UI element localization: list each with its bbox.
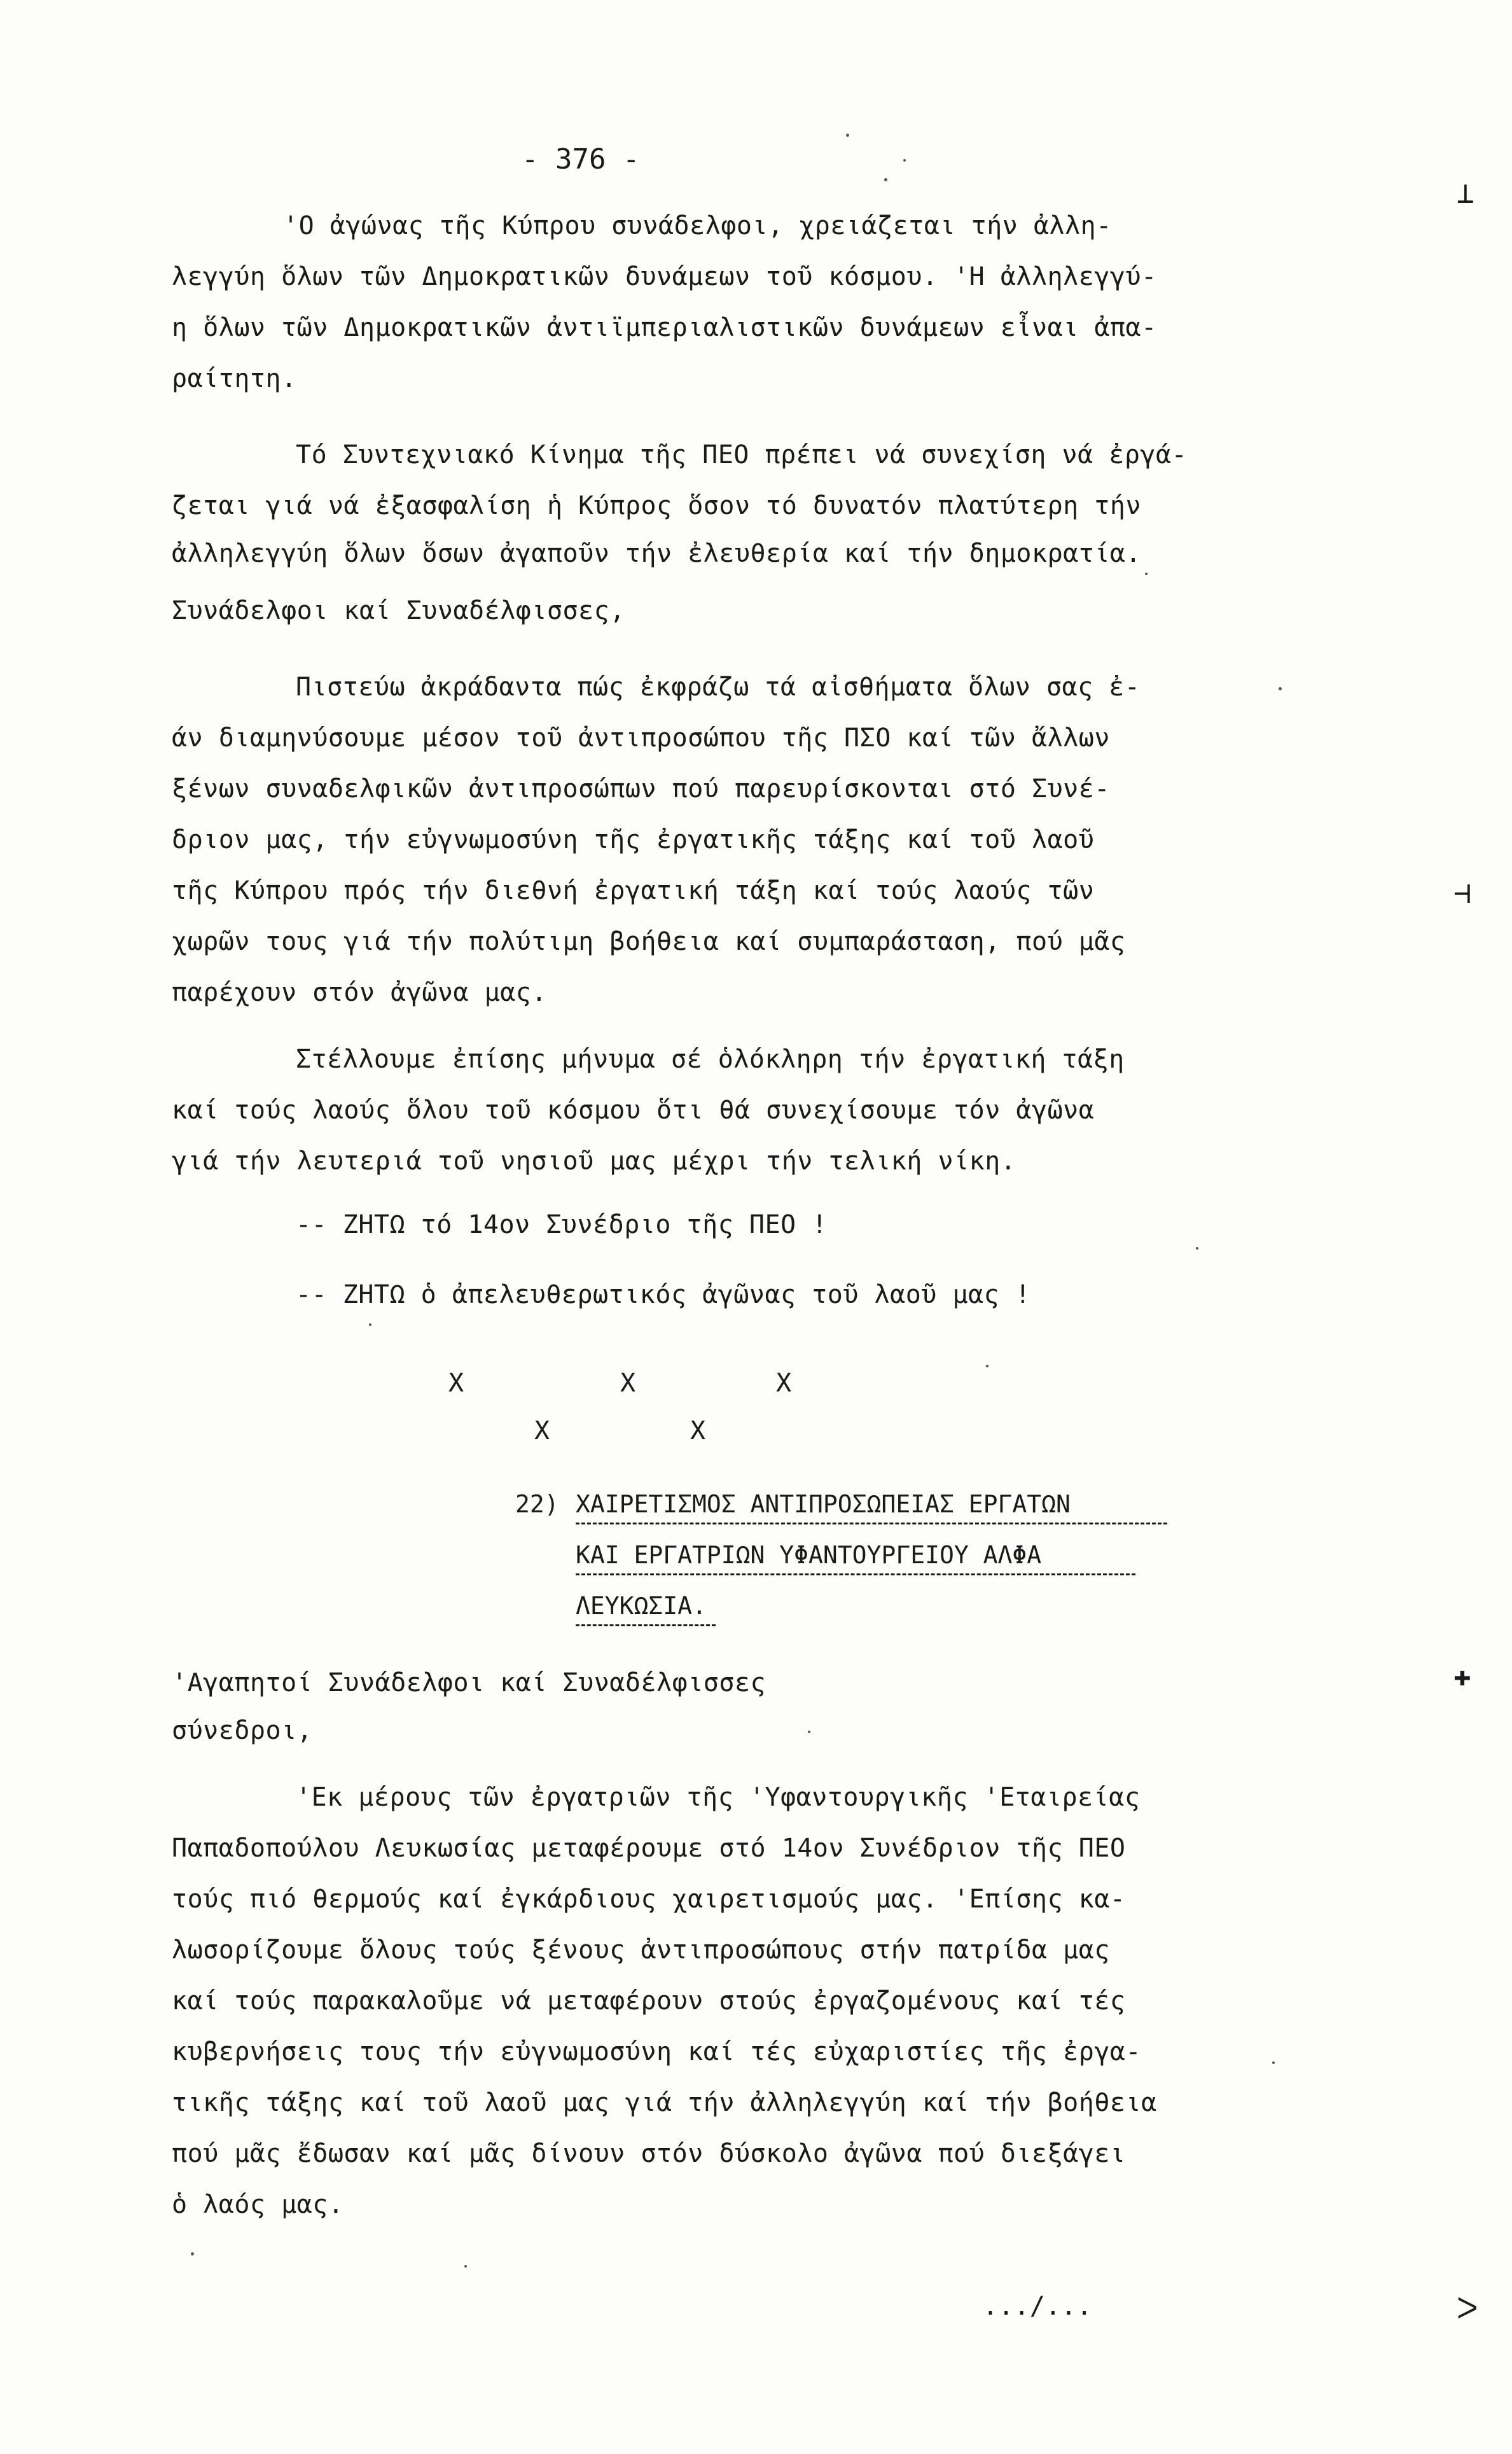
- scan-speck: [1279, 687, 1282, 690]
- scan-speck: [884, 178, 887, 181]
- heading-underline: [576, 1624, 716, 1626]
- section-heading-line-2: ΚΑΙ ΕΡΓΑΤΡΙΩΝ ΥΦΑΝΤΟΥΡΓΕΙΟΥ ΑΛΦΑ: [576, 1541, 1042, 1569]
- paragraph-5-line-4: λωσορίζουμε ὅλους τούς ξένους ἀντιπροσώπους στήν πατρίδα μας: [172, 1935, 1110, 1965]
- paragraph-5-line-5: καί τούς παρακαλοῦμε νά μεταφέρουν στούς ἐργαζομένους καί τές: [172, 1986, 1126, 2016]
- paragraph-1-line-3: η ὅλων τῶν Δημοκρατικῶν ἀντιϊμπεριαλιστικῶν δυνάμεων εἶναι ἀπα-: [172, 313, 1157, 342]
- scan-speck: [1145, 573, 1148, 575]
- margin-arrow-mark: ᐳ: [1457, 2291, 1478, 2325]
- paragraph-3-line-7: παρέχουν στόν ἀγῶνα μας.: [172, 978, 547, 1007]
- paragraph-5-line-7: τικῆς τάξης καί τοῦ λαοῦ μας γιά τήν ἀλληλεγγύη καί τήν βοήθεια: [172, 2088, 1157, 2117]
- paragraph-5-line-3: τούς πιό θερμούς καί ἐγκάρδιους χαιρετισμούς μας. 'Επίσης κα-: [172, 1885, 1126, 1914]
- margin-arrow-mark: ✚: [1453, 1658, 1471, 1692]
- paragraph-3-line-4: δριον μας, τήν εὐγνωμοσύνη τῆς ἐργατικῆς τάξης καί τοῦ λαοῦ: [172, 825, 1095, 854]
- paragraph-5-line-6: κυβερνήσεις τους τήν εὐγνωμοσύνη καί τές εὐχαριστίες τῆς ἐργα-: [172, 2037, 1142, 2067]
- paragraph-2-line-1: Τό Συντεχνιακό Κίνημα τῆς ΠΕΟ πρέπει νά συνεχίση νά ἐργά-: [296, 440, 1188, 470]
- paragraph-5-line-1: 'Εκ μέρους τῶν ἐργατριῶν τῆς 'Υφαντουργικῆς 'Εταιρείας: [296, 1783, 1141, 1812]
- paragraph-5-line-8: πού μᾶς ἔδωσαν καί μᾶς δίνουν στόν δύσκολο ἀγῶνα πού διεξάγει: [172, 2139, 1126, 2168]
- scan-speck: [464, 2265, 467, 2268]
- separator-x-mark: X: [776, 1369, 792, 1398]
- scan-speck: [1272, 2061, 1275, 2064]
- slogan-1: -- ΖΗΤΩ τό 14ον Συνέδριο τῆς ΠΕΟ !: [296, 1210, 828, 1239]
- separator-x-mark: X: [534, 1416, 550, 1446]
- section-heading-line-3: ΛΕΥΚΩΣΙΑ.: [576, 1592, 707, 1620]
- paragraph-3-line-1: Πιστεύω ἀκράδαντα πώς ἐκφράζω τά αἰσθήματα ὅλων σας ἐ-: [296, 673, 1141, 702]
- scan-speck: [369, 1323, 371, 1326]
- salutation-2-line-2: σύνεδροι,: [172, 1716, 313, 1745]
- paragraph-1-line-4: ραίτητη.: [172, 364, 297, 393]
- paragraph-4-line-2: καί τούς λαούς ὅλου τοῦ κόσμου ὅτι θά συνεχίσουμε τόν ἀγῶνα: [172, 1096, 1095, 1125]
- continuation-mark: .../...: [983, 2292, 1093, 2321]
- section-heading-line-1: ΧΑΙΡΕΤΙΣΜΟΣ ΑΝΤΙΠΡΟΣΩΠΕΙΑΣ ΕΡΓΑΤΩΝ: [576, 1490, 1071, 1518]
- scan-speck: [191, 2252, 194, 2255]
- paragraph-2-line-2: ζεται γιά νά ἐξασφαλίση ἡ Κύπρος ὅσον τό δυνατόν πλατύτερη τήν: [172, 491, 1142, 520]
- paragraph-3-line-5: τῆς Κύπρου πρός τήν διεθνή ἐργατική τάξη καί τούς λαούς τῶν: [172, 876, 1095, 905]
- paragraph-1-line-1: 'Ο ἀγώνας τῆς Κύπρου συνάδελφοι, χρειάζεται τήν ἀλλη-: [283, 211, 1112, 241]
- heading-underline: [576, 1573, 1135, 1575]
- section-number: 22): [515, 1490, 559, 1518]
- paragraph-3-line-3: ξένων συναδελφικῶν ἀντιπροσώπων πού παρευρίσκονται στό Συνέ-: [172, 774, 1110, 804]
- page-number: - 376 -: [522, 143, 640, 176]
- paragraph-3-line-2: άν διαμηνύσουμε μέσον τοῦ ἀντιπροσώπου τῆς ΠΣΟ καί τῶν ἄλλων: [172, 723, 1110, 753]
- heading-underline: [576, 1523, 1167, 1524]
- slogan-2: -- ΖΗΤΩ ὁ ἀπελευθερωτικός ἀγῶνας τοῦ λαοῦ μας !: [296, 1280, 1031, 1309]
- margin-tick-mark: ⊣: [1453, 875, 1471, 910]
- scan-speck: [808, 1731, 810, 1733]
- paragraph-3-line-6: χωρῶν τους γιά τήν πολύτιμη βοήθεια καί συμπαράσταση, πού μᾶς: [172, 927, 1126, 956]
- scan-speck: [846, 134, 849, 137]
- salutation-2-line-1: 'Αγαπητοί Συνάδελφοι καί Συναδέλφισσες: [172, 1668, 766, 1698]
- separator-x-mark: X: [690, 1416, 706, 1446]
- scan-speck: [1196, 1247, 1198, 1250]
- paragraph-5-line-9: ὁ λαός μας.: [172, 2190, 344, 2219]
- margin-tick-mark: ⊥: [1457, 176, 1474, 210]
- separator-x-mark: X: [448, 1369, 464, 1398]
- paragraph-1-line-2: λεγγύη ὅλων τῶν Δημοκρατικῶν δυνάμεων τοῦ κόσμου. 'Η ἀλληλεγγύ-: [172, 262, 1157, 291]
- scan-speck: [903, 159, 906, 162]
- paragraph-5-line-2: Παπαδοπούλου Λευκωσίας μεταφέρουμε στό 14ον Συνέδριον τῆς ΠΕΟ: [172, 1834, 1126, 1863]
- paragraph-2-line-3: ἀλληλεγγύη ὅλων ὅσων ἀγαποῦν τήν ἐλευθερία καί τήν δημοκρατία.: [172, 539, 1142, 568]
- salutation-1: Συνάδελφοι καί Συναδέλφισσες,: [172, 596, 625, 625]
- scan-speck: [986, 1365, 988, 1367]
- paragraph-4-line-1: Στέλλουμε ἐπίσης μήνυμα σέ ὁλόκληρη τήν ἐργατική τάξη: [296, 1045, 1125, 1074]
- paragraph-4-line-3: γιά τήν λευτεριά τοῦ νησιοῦ μας μέχρι τήν τελική νίκη.: [172, 1147, 1016, 1176]
- separator-x-mark: X: [620, 1369, 636, 1398]
